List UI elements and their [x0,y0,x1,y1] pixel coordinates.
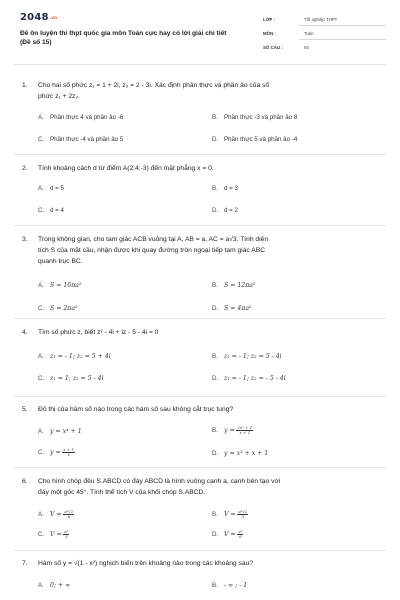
question-text-line: Cho hình chóp đều S.ABCD có đáy ABCD là hình vuông cạnh a, cạnh bên tạo với [38,478,281,485]
question-divider [14,154,386,155]
meta-class-value: Tốt nghiệp THPT [304,17,338,22]
question-divider [14,225,386,226]
option-d[interactable]: D. d = 2 [212,207,238,214]
meta-divider [299,25,386,26]
option-b[interactable]: B. z₁ = - 1; z₂ = 5 - 4i [212,353,282,360]
question-text-line: Trong không gian, cho tam giác ACB vuông tại A, AB = a, AC = a√3. Tính diện [38,236,269,243]
question-number: 1. [22,82,28,89]
worksheet-title: Đề ôn luyện thi thpt quốc gia môn Toán cực hay có lời giải chi tiết (Đề số 15) [20,30,227,46]
option-b[interactable]: B. y = $\frac{\text{2x² + 1}}{x + 1}$ [212,425,253,435]
option-c[interactable]: C. S = 2πa² [38,305,78,312]
meta-subject-value: Toán [304,31,314,36]
meta-divider [299,39,386,40]
site-logo[interactable] [20,12,57,23]
logo-main: 2048 [20,12,49,23]
option-d[interactable]: D. Phần thực 5 và phần ảo -4 [212,136,298,143]
option-d[interactable]: D. S = 4πa² [212,305,252,312]
question-number: 2. [22,165,28,172]
option-d[interactable]: D. z₁ = - 1; z₂ = - 5 - 4i [212,375,286,382]
meta-count-label: SỐ CÂU : [263,45,283,50]
question-number: 7. [22,560,28,567]
fraction: $\frac{x + 1}{x}$ [63,447,75,457]
fraction: $\frac{\text{a³}}{3}$ [64,529,69,539]
option-a[interactable]: A. S = 16πa² [38,282,82,289]
option-c[interactable]: C. d = 4 [38,207,64,214]
option-a[interactable]: A. V = $\frac{\text{a³√2}}{6}$ [38,509,74,519]
fraction: $\frac{\text{a³√2}}{6}$ [64,509,74,519]
question-text-line: Hàm số y = √(1 - x²) nghịch biến trên khoảng nào trong các khoảng sau? [38,560,254,567]
question-text-line: Tính khoảng cách d từ điểm A(2;4;-3) đến mặt phẳng x = 0. [38,165,214,172]
logo-suffix: .vn [49,15,58,20]
question-divider [14,550,386,551]
fraction: $\frac{\text{2x² + 1}}{x + 1}$ [237,425,253,435]
option-a[interactable]: A. Phần thực 4 và phần ảo -6 [38,114,124,121]
option-a[interactable]: A. y = x⁴ + 1 [38,428,82,435]
question-number: 5. [22,406,28,413]
option-d[interactable]: D. y = x³ + x + 1 [212,450,269,457]
meta-subject [263,31,386,43]
option-b[interactable]: B. Phần thực -3 và phần ảo 8 [212,114,298,121]
option-d[interactable]: D. V = $\frac{\text{a³}}{6}$ [212,529,243,539]
fraction: $\frac{\text{a³√2}}{3}$ [238,509,248,519]
meta-count [263,45,386,57]
option-b[interactable]: B. S = 12πa² [212,282,256,289]
meta-count-value: 50 [304,45,309,50]
option-b[interactable]: B. d = 3 [212,185,238,192]
question-text-line: phức z₁ + 2z₂. [38,93,80,100]
option-c[interactable]: C. z₁ = 1; z₂ = 5 - 4i [38,375,104,382]
question-divider [14,467,386,468]
option-a[interactable]: A. z₁ = - 1; z₂ = 5 + 4i [38,353,111,360]
section-divider [14,64,386,65]
meta-class-label: LỚP : [263,17,275,22]
option-b[interactable]: B. V = $\frac{\text{a³√2}}{3}$ [212,509,248,519]
meta-subject-label: MÔN : [263,31,276,36]
question-number: 6. [22,478,28,485]
question-divider [14,318,386,319]
option-c[interactable]: C. Phần thực -4 và phần ảo 5 [38,136,124,143]
question-number: 4. [22,329,28,336]
option-a[interactable]: A. 0; + ∞ [38,582,71,589]
question-text-line: đáy một góc 45°. Tính thể tích V của khối chóp S.ABCD. [38,489,206,496]
meta-class [263,17,386,29]
question-text-line: Tìm số phức z, biết z² - 4i + iz - 5 - 4i = 0 [38,329,159,336]
question-text-line: tích S của mặt cầu, nhận được khi quay đường tròn ngoại tiếp tam giác ABC [38,247,266,254]
fraction: $\frac{\text{a³}}{6}$ [238,529,243,539]
question-text-line: Đồ thị của hàm số nào trong các hàm số sau không cắt trục tung? [38,406,234,413]
question-text-line: Cho hai số phức z₁ = 1 + 2i, z₂ = 2 - 3i. Xác định phần thực và phần ảo của số [38,82,270,89]
question-number: 3. [22,236,28,243]
option-a[interactable]: A. d = 5 [38,185,64,192]
question-divider [14,396,386,397]
question-text-line: quanh trục BC. [38,258,83,265]
option-b[interactable]: B. - ∞ ; - 1 [212,582,248,589]
option-c[interactable]: C. V = $\frac{\text{a³}}{3}$ [38,529,69,539]
worksheet-header [20,12,386,62]
option-c[interactable]: C. y = $\frac{x + 1}{x}$ [38,447,75,457]
